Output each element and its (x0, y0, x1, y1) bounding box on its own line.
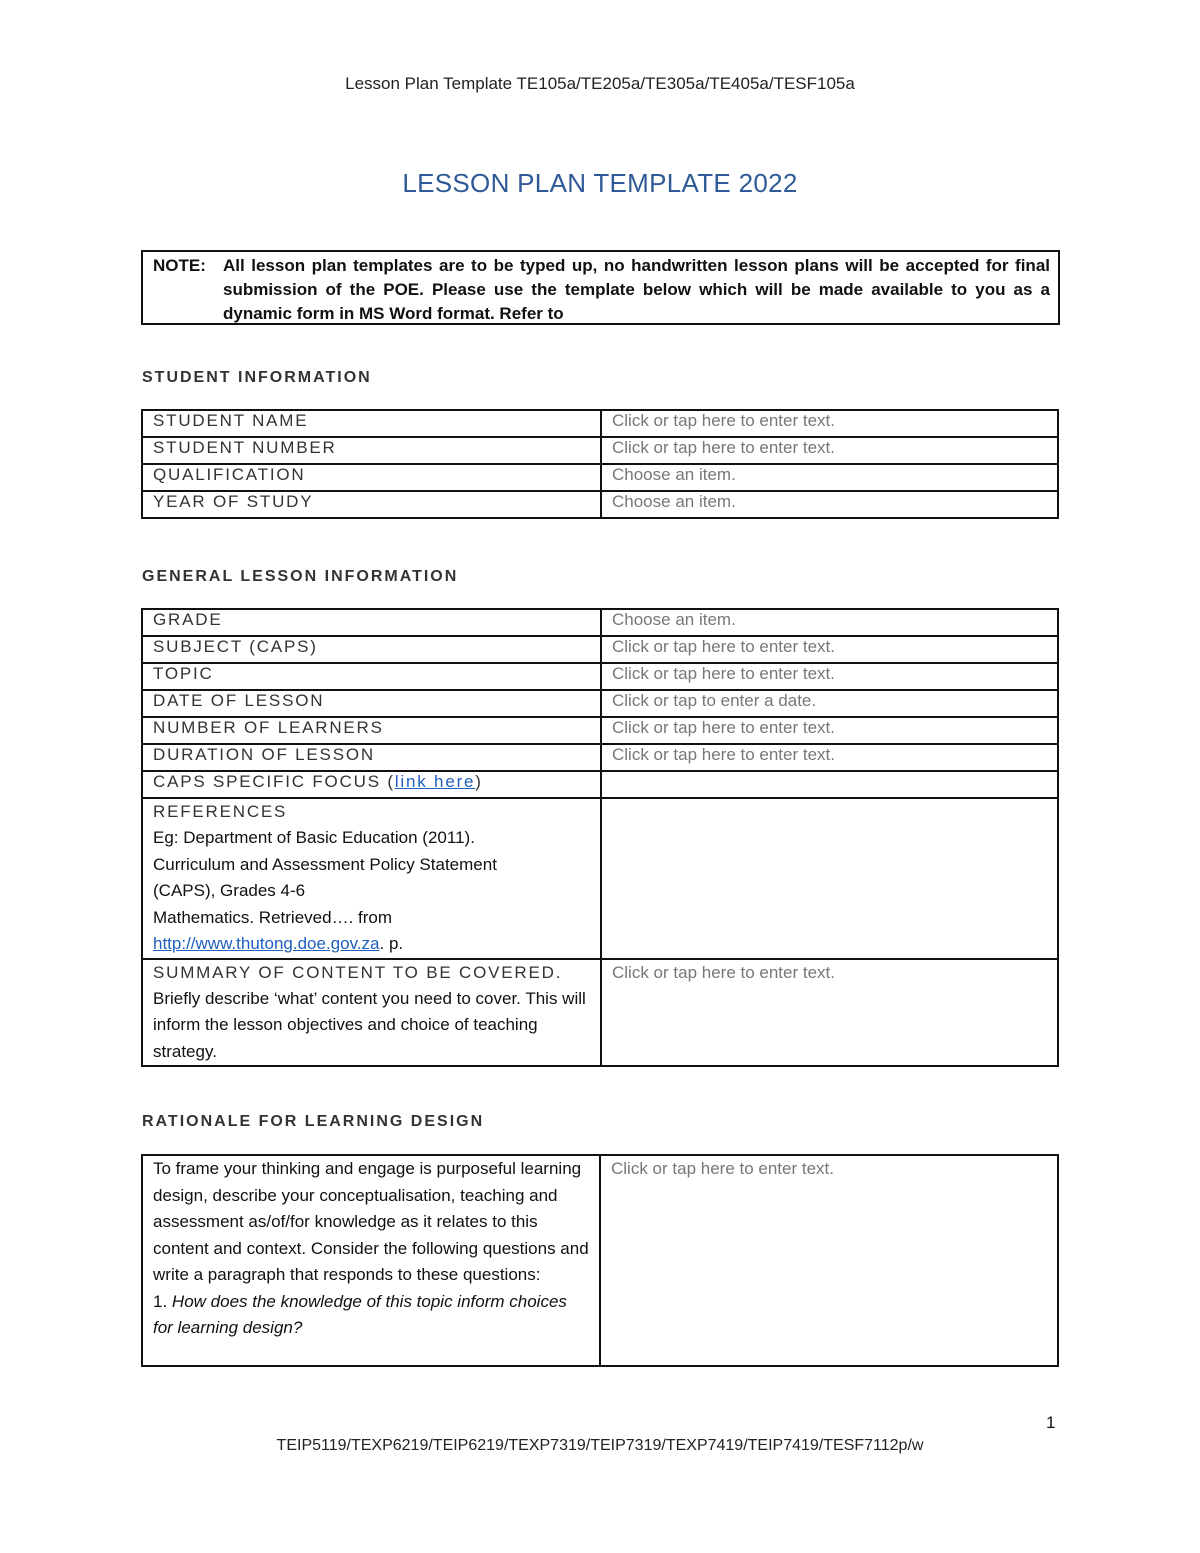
year-of-study-dropdown[interactable]: Choose an item. (601, 491, 1058, 518)
references-line-2: Curriculum and Assessment Policy Statement (153, 854, 497, 874)
caps-focus-field[interactable] (601, 771, 1058, 798)
year-of-study-label: YEAR OF STUDY (142, 491, 601, 518)
references-label: REFERENCES (153, 802, 288, 821)
table-row (142, 959, 1058, 1067)
student-info-table (141, 409, 1059, 519)
table-row (142, 1155, 1058, 1366)
table-row (142, 690, 1058, 717)
number-of-learners-field[interactable]: Click or tap here to enter text. (601, 717, 1058, 744)
subject-label: SUBJECT (CAPS) (142, 636, 601, 663)
thutong-link[interactable]: http://www.thutong.doe.gov.za (153, 934, 380, 953)
table-row (142, 636, 1058, 663)
caps-link[interactable]: link here (394, 772, 476, 791)
page-title: LESSON PLAN TEMPLATE 2022 (402, 168, 798, 198)
qualification-label: QUALIFICATION (142, 464, 601, 491)
references-line-3: (CAPS), Grades 4-6 (153, 881, 306, 900)
page-footer: TEIP5119/TEXP6219/TEIP6219/TEXP7319/TEIP7319/TEXP7419/TEIP7419/TESF7112p/w (276, 1437, 924, 1454)
summary-text: Briefly describe ‘what’ content you need to cover. This will inform the lesson objectives and choice of teaching strategy. (153, 988, 586, 1061)
date-of-lesson-label: DATE OF LESSON (142, 690, 601, 717)
table-row (142, 744, 1058, 771)
student-number-label: STUDENT NUMBER (142, 437, 601, 464)
table-row (142, 464, 1058, 491)
question-text: How does the knowledge of this topic inform choices for learning design? (153, 1291, 567, 1337)
note-text: All lesson plan templates are to be typed up, no handwritten lesson plans will be accepted for final submission of the POE. Please use the template below which will be made available to you as a dynamic form in MS Word format. Refer to (223, 256, 1050, 323)
rationale-question (153, 1289, 589, 1342)
rationale-heading: RATIONALE FOR LEARNING DESIGN (142, 1113, 485, 1130)
rationale-field[interactable]: Click or tap here to enter text. (600, 1155, 1058, 1366)
student-name-label: STUDENT NAME (142, 410, 601, 437)
references-cell (142, 798, 601, 959)
rationale-text: To frame your thinking and engage is purposeful learning design, describe your conceptualisation, teaching and assessment as/of/for knowledge as it relates to this content and context. Consider the following questions and write a paragraph that responds to these questions: (153, 1159, 589, 1284)
duration-label: DURATION OF LESSON (142, 744, 601, 771)
table-row (142, 663, 1058, 690)
general-info-table (141, 608, 1059, 1067)
rationale-table (141, 1154, 1059, 1367)
topic-label: TOPIC (142, 663, 601, 690)
references-line-1: Eg: Department of Basic Education (2011). (153, 828, 475, 847)
qualification-dropdown[interactable]: Choose an item. (601, 464, 1058, 491)
caps-focus-prefix: CAPS SPECIFIC FOCUS ( (153, 772, 395, 791)
student-number-field[interactable]: Click or tap here to enter text. (601, 437, 1058, 464)
subject-field[interactable]: Click or tap here to enter text. (601, 636, 1058, 663)
summary-field[interactable]: Click or tap here to enter text. (601, 959, 1058, 1067)
caps-focus-suffix: ) (475, 772, 483, 791)
caps-focus-label (142, 771, 601, 798)
references-field[interactable] (601, 798, 1058, 959)
table-row (142, 609, 1058, 636)
table-row (142, 798, 1058, 959)
question-number: 1. (153, 1291, 168, 1311)
topic-field[interactable]: Click or tap here to enter text. (601, 663, 1058, 690)
page-header: Lesson Plan Template TE105a/TE205a/TE305a/TE405a/TESF105a (345, 74, 855, 93)
grade-dropdown[interactable]: Choose an item. (601, 609, 1058, 636)
rationale-cell (142, 1155, 600, 1366)
references-url-suffix: . p. (379, 934, 404, 953)
general-info-heading: GENERAL LESSON INFORMATION (142, 568, 459, 585)
table-row (142, 771, 1058, 798)
references-line-4: Mathematics. Retrieved…. from (153, 907, 393, 927)
table-row (142, 717, 1058, 744)
summary-cell (142, 959, 601, 1067)
references-url-line (153, 931, 590, 958)
summary-label: SUMMARY OF CONTENT TO BE COVERED. (153, 962, 563, 982)
date-of-lesson-picker[interactable]: Click or tap to enter a date. (601, 690, 1058, 717)
note-label: NOTE: (153, 256, 206, 275)
table-row (142, 437, 1058, 464)
page-number: 1 (1046, 1413, 1056, 1432)
duration-field[interactable]: Click or tap here to enter text. (601, 744, 1058, 771)
student-name-field[interactable]: Click or tap here to enter text. (601, 410, 1058, 437)
table-row (142, 491, 1058, 518)
table-row (142, 410, 1058, 437)
grade-label: GRADE (142, 609, 601, 636)
student-info-heading: STUDENT INFORMATION (142, 369, 372, 386)
note-box (141, 250, 1060, 325)
number-of-learners-label: NUMBER OF LEARNERS (142, 717, 601, 744)
